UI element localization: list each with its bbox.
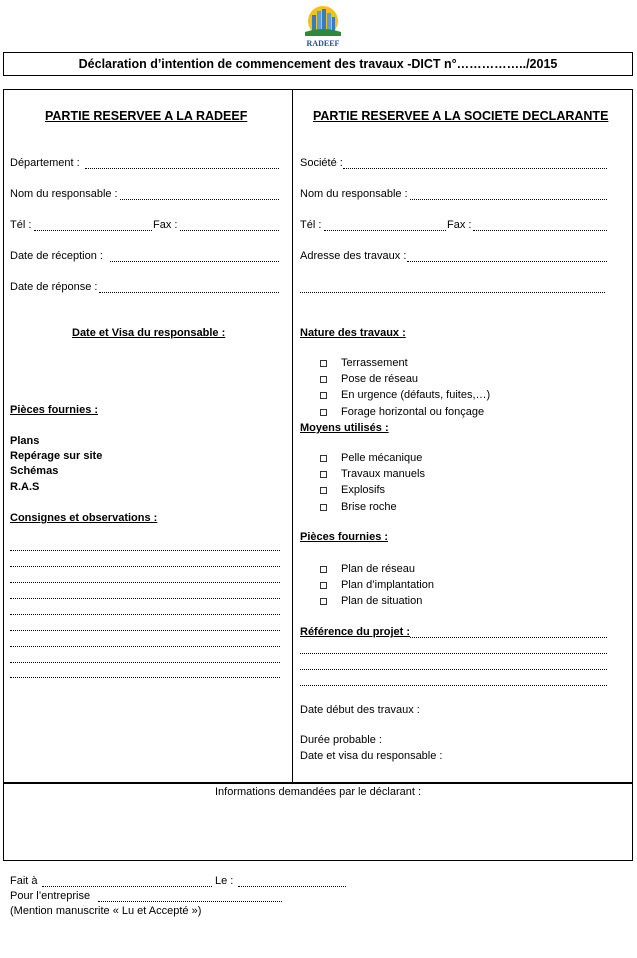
nature-title: Nature des travaux : <box>300 327 406 339</box>
fax-field[interactable] <box>180 229 279 231</box>
tel-label: Tél : <box>10 219 32 231</box>
info-box[interactable] <box>3 783 633 861</box>
title-box <box>3 52 633 76</box>
right-tel-label: Tél : <box>300 219 322 231</box>
consignes-line[interactable] <box>10 597 280 599</box>
right-responsable-field[interactable] <box>410 198 607 200</box>
consignes-line[interactable] <box>10 629 280 631</box>
reference-title: Référence du projet : <box>300 626 411 638</box>
responsable-label: Nom du responsable : <box>10 188 118 200</box>
le-field[interactable] <box>238 885 346 887</box>
right-pieces-title: Pièces fournies : <box>300 531 389 543</box>
left-piece-item: Plans <box>10 435 40 447</box>
moyens-title: Moyens utilisés : <box>300 422 389 434</box>
consignes-line[interactable] <box>10 549 280 551</box>
pieces-item: Plan de réseau <box>341 563 415 575</box>
reference-line[interactable] <box>300 652 607 654</box>
consignes-line[interactable] <box>10 581 280 583</box>
pieces-item: Plan d’implantation <box>341 579 434 591</box>
left-heading: PARTIE RESERVEE A LA RADEEF <box>45 109 248 123</box>
right-responsable-label: Nom du responsable : <box>300 188 408 200</box>
moyens-item: Travaux manuels <box>341 468 425 480</box>
adresse-field-line2[interactable] <box>300 291 605 293</box>
fait-label: Fait à <box>10 875 38 887</box>
date-debut-label: Date début des travaux : <box>300 704 420 716</box>
societe-field[interactable] <box>343 167 607 169</box>
left-piece-item: Schémas <box>10 465 59 477</box>
pieces-item: Plan de situation <box>341 595 423 607</box>
right-visa-label: Date et visa du responsable : <box>300 750 443 762</box>
reference-line[interactable] <box>300 668 607 670</box>
info-label: Informations demandées par le déclarant : <box>214 786 422 798</box>
moyens-checkbox[interactable] <box>320 455 327 462</box>
moyens-checkbox[interactable] <box>320 487 327 494</box>
adresse-field[interactable] <box>407 260 607 262</box>
pieces-checkbox[interactable] <box>320 582 327 589</box>
left-pieces-title: Pièces fournies : <box>10 404 99 416</box>
reception-label: Date de réception : <box>10 250 103 262</box>
nature-item: Pose de réseau <box>341 373 419 385</box>
nature-checkbox[interactable] <box>320 360 327 367</box>
reference-line[interactable] <box>300 684 607 686</box>
right-tel-field[interactable] <box>324 229 446 231</box>
left-visa-label: Date et Visa du responsable : <box>72 327 226 339</box>
moyens-checkbox[interactable] <box>320 504 327 511</box>
page-title: Déclaration d’intention de commencement des travaux -DICT n°……………../2015 <box>78 57 558 71</box>
tel-field[interactable] <box>34 229 152 231</box>
moyens-checkbox[interactable] <box>320 471 327 478</box>
pieces-checkbox[interactable] <box>320 566 327 573</box>
right-fax-label: Fax : <box>447 219 472 231</box>
reception-field[interactable] <box>110 260 279 262</box>
radeef-logo <box>300 4 346 48</box>
reponse-label: Date de réponse : <box>10 281 98 293</box>
nature-item: Terrassement <box>341 357 408 369</box>
nature-checkbox[interactable] <box>320 409 327 416</box>
entreprise-field[interactable] <box>98 900 282 902</box>
mention-label: (Mention manuscrite « Lu et Accepté ») <box>10 905 202 917</box>
left-piece-item: R.A.S <box>10 481 40 493</box>
societe-label: Société : <box>300 157 343 169</box>
right-fax-field[interactable] <box>473 229 607 231</box>
departement-label: Département : <box>10 157 80 169</box>
logo-text: RADEEF <box>306 39 340 48</box>
adresse-label: Adresse des travaux : <box>300 250 407 262</box>
nature-item: Forage horizontal ou fonçage <box>341 406 485 418</box>
consignes-title: Consignes et observations : <box>10 512 158 524</box>
le-label: Le : <box>215 875 234 887</box>
entreprise-label: Pour l’entreprise <box>10 890 91 902</box>
column-divider <box>292 89 293 783</box>
moyens-item: Pelle mécanique <box>341 452 423 464</box>
consignes-line[interactable] <box>10 613 280 615</box>
pieces-checkbox[interactable] <box>320 598 327 605</box>
nature-checkbox[interactable] <box>320 392 327 399</box>
consignes-line[interactable] <box>10 645 280 647</box>
consignes-line[interactable] <box>10 676 280 678</box>
left-piece-item: Repérage sur site <box>10 450 103 462</box>
right-heading: PARTIE RESERVEE A LA SOCIETE DECLARANTE <box>313 109 609 123</box>
consignes-line[interactable] <box>10 661 280 663</box>
moyens-item: Explosifs <box>341 484 386 496</box>
moyens-item: Brise roche <box>341 501 397 513</box>
nature-item: En urgence (défauts, fuites,…) <box>341 389 491 401</box>
fax-label: Fax : <box>153 219 178 231</box>
consignes-line[interactable] <box>10 565 280 567</box>
departement-field[interactable] <box>85 167 279 169</box>
reponse-field[interactable] <box>99 291 279 293</box>
nature-checkbox[interactable] <box>320 376 327 383</box>
responsable-field[interactable] <box>120 198 279 200</box>
duree-label: Durée probable : <box>300 734 382 746</box>
reference-field[interactable] <box>410 636 607 638</box>
fait-field[interactable] <box>42 885 212 887</box>
